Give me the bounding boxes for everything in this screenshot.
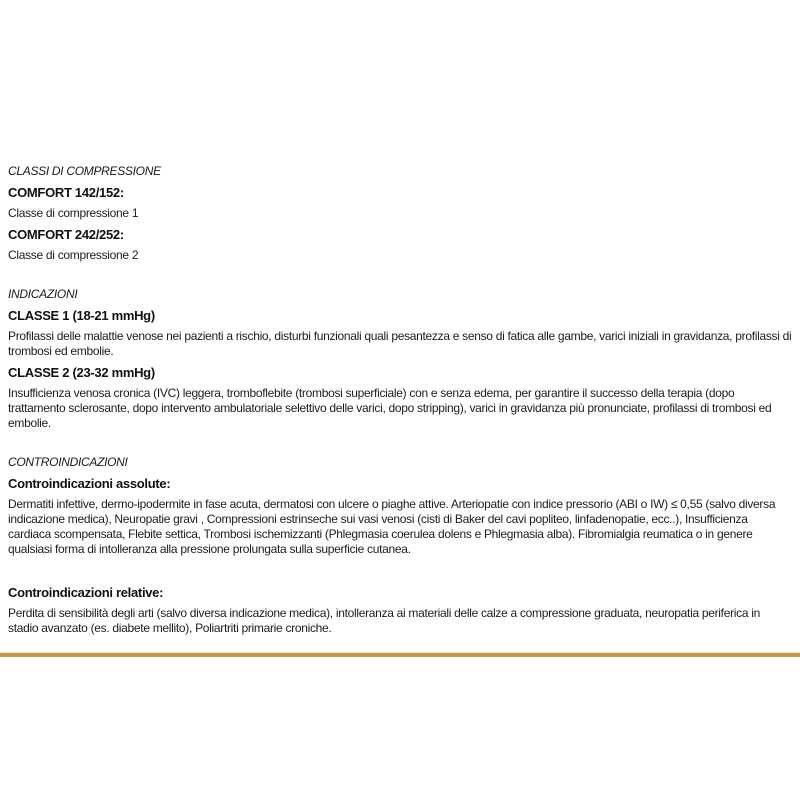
comfort-242-252-class-text: Classe di compressione 2 — [8, 248, 139, 262]
accent-divider-bar — [0, 652, 800, 657]
section-indications — [8, 287, 792, 431]
absolute-contraindications-label: Controindicazioni assolute: — [8, 476, 171, 491]
indications-heading: INDICAZIONI — [8, 287, 78, 301]
contraindications-heading: CONTROINDICAZIONI — [8, 455, 128, 469]
compression-classes-heading: CLASSI DI COMPRESSIONE — [8, 164, 161, 178]
classe-1-label: CLASSE 1 (18-21 mmHg) — [8, 308, 155, 323]
section-compression-classes — [8, 164, 792, 263]
relative-contraindications-label: Controindicazioni relative: — [8, 585, 164, 600]
classe-1-text: Profilassi delle malattie venose nei pazienti a rischio, disturbi funzionali quali pesantezza e senso di fatica alle gambe, varici iniziali in gravidanza, profilassi di trombosi ed embolie. — [8, 329, 792, 358]
comfort-242-252-label: COMFORT 242/252: — [8, 227, 124, 242]
absolute-contraindications-text: Dermatiti infettive, dermo-ipodermite in fase acuta, dermatosi con ulcere o piaghe attive. Arteriopatie con indice pressorio (ABI o IW) ≤ 0,55 (salvo diversa indicazione medica), Neuropatie gravi , Compressioni estrinseche sui vasi venosi (cisti di Baker del cavi popliteo, linfadenopatie, ecc..), Insufficienza cardiaca scompensata, Flebite settica, Trombosi ischemizzanti (Phlegmasia coerulea dolens e Phlegmasia alba). Fibromialgia reumatica o in genere qualsiasi forma di intolleranza alla pressione prolungata sulla superficie cutanea. — [8, 497, 776, 556]
relative-contraindications-text: Perdita di sensibilità degli arti (salvo diversa indicazione medica), intolleranza ai materiali delle calze a compressione graduata, neuropatia periferica in stadio avanzato (es. diabete mellito), Poliartriti primarie croniche. — [8, 606, 760, 635]
section-contraindications — [8, 455, 792, 636]
classe-2-text: Insufficienza venosa cronica (IVC) leggera, tromboflebite (trombosi superficiale) con e senza edema, per garantire il successo della terapia (dopo trattamento sclerosante, dopo intervento ambulatoriale selettivo delle varici, dopo stripping), varici in gravidanza più pronunciate, profilassi di trombosi ed embolie. — [8, 386, 772, 430]
classe-2-label: CLASSE 2 (23-32 mmHg) — [8, 365, 155, 380]
comfort-142-152-class-text: Classe di compressione 1 — [8, 206, 139, 220]
comfort-142-152-label: COMFORT 142/152: — [8, 185, 124, 200]
